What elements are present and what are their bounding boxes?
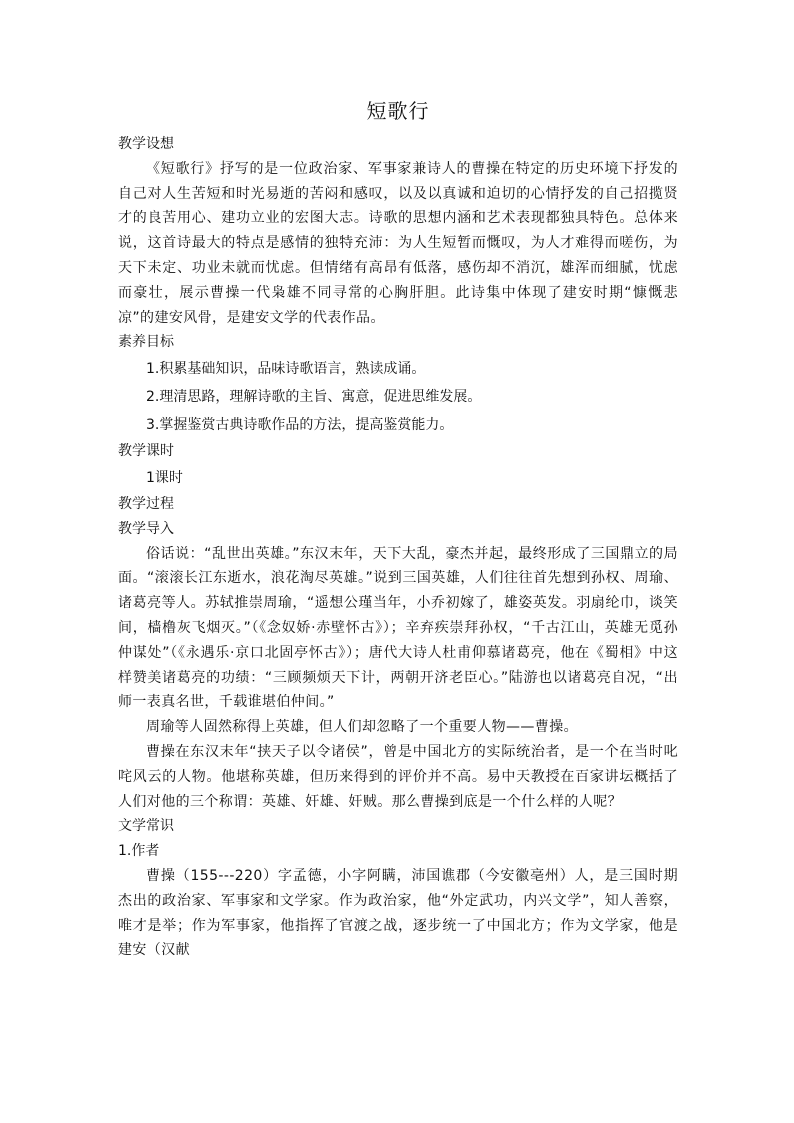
page-title: 短歌行 bbox=[366, 99, 430, 123]
hours-text: 1课时 bbox=[146, 469, 183, 486]
heading-author: 1.作者 bbox=[118, 843, 160, 860]
paragraph-author: 曹操（155---220）字孟德，小字阿瞒，沛国谯郡（今安徽亳州）人，是三国时期杰出的政治家、军事家和文学家。作为政治家，他“外定武功，内兴文学”，知人善察，唯才是举；作为军事家，他指挥了官渡之战，逐步统一了中国北方；作为文学家，他是建安（汉献 bbox=[118, 867, 678, 959]
heading-goals: 素养目标 bbox=[118, 334, 174, 351]
paragraph-intro-1: 俗话说：“乱世出英雄。”东汉末年，天下大乱，豪杰并起，最终形成了三国鼎立的局面。“滚滚长江东逝水，浪花淘尽英雄。”说到三国英雄，人们往往首先想到孙权、周瑜、诸葛亮等人。苏轼推崇周瑜，“遥想公瑾当年，小乔初嫁了，雄姿英发。羽扇纶巾，谈笑间，樯橹灰飞烟灭。”（《念奴娇·赤壁怀古》）；辛弃疾崇拜孙权，“千古江山，英雄无觅孙仲谋处”（《永遇乐·京口北固亭怀古》）；唐代大诗人杜甫仰慕诸葛亮，他在《蜀相》中这样赞美诸葛亮的功绩：“三顾频烦天下计，两朝开济老臣心。”陆游也以诸葛亮自况，“出师一表真名世，千载谁堪伯仲间。” bbox=[118, 545, 678, 711]
paragraph-intro-3: 曹操在东汉末年“挟天子以令诸侯”，曾是中国北方的实际统治者，是一个在当时叱咤风云的人物。他堪称英雄，但历来得到的评价并不高。易中天教授在百家讲坛概括了人们对他的三个称谓：英雄、奸雄、奸贼。那么曹操到底是一个什么样的人呢？ bbox=[118, 743, 678, 810]
paragraph-teaching-design: 《短歌行》抒写的是一位政治家、军事家兼诗人的曹操在特定的历史环境下抒发的自己对人生苦短和时光易逝的苦闷和感叹，以及以真诚和迫切的心情抒发的自己招揽贤才的良苦用心、建功立业的宏图大志。诗歌的思想内涵和艺术表现都独具特色。总体来说，这首诗最大的特点是感情的独特充沛：为人生短暂而慨叹，为人才难得而嗟伤，为天下未定、功业未就而忧虑。但情绪有高昂有低落，感伤却不消沉，雄浑而细腻，忧虑而豪壮，展示曹操一代枭雄不同寻常的心胸肝胆。此诗集中体现了建安时期“慷慨悲凉”的建安风骨，是建安文学的代表作品。 bbox=[118, 160, 678, 326]
goal-item: 2.理清思路，理解诗歌的主旨、寓意，促进思维发展。 bbox=[146, 389, 482, 406]
heading-teaching-design: 教学设想 bbox=[118, 136, 174, 152]
paragraph-intro-2: 周瑜等人固然称得上英雄，但人们却忽略了一个重要人物——曹操。 bbox=[146, 719, 578, 736]
heading-process: 教学过程 bbox=[118, 495, 174, 512]
document-page bbox=[118, 96, 678, 963]
heading-hours: 教学课时 bbox=[118, 443, 174, 460]
goal-item: 1.积累基础知识，品味诗歌语言，熟读成诵。 bbox=[146, 361, 426, 378]
heading-intro: 教学导入 bbox=[118, 520, 174, 537]
heading-literature: 文学常识 bbox=[118, 818, 174, 835]
goal-item: 3.掌握鉴赏古典诗歌作品的方法，提高鉴赏能力。 bbox=[146, 417, 454, 434]
